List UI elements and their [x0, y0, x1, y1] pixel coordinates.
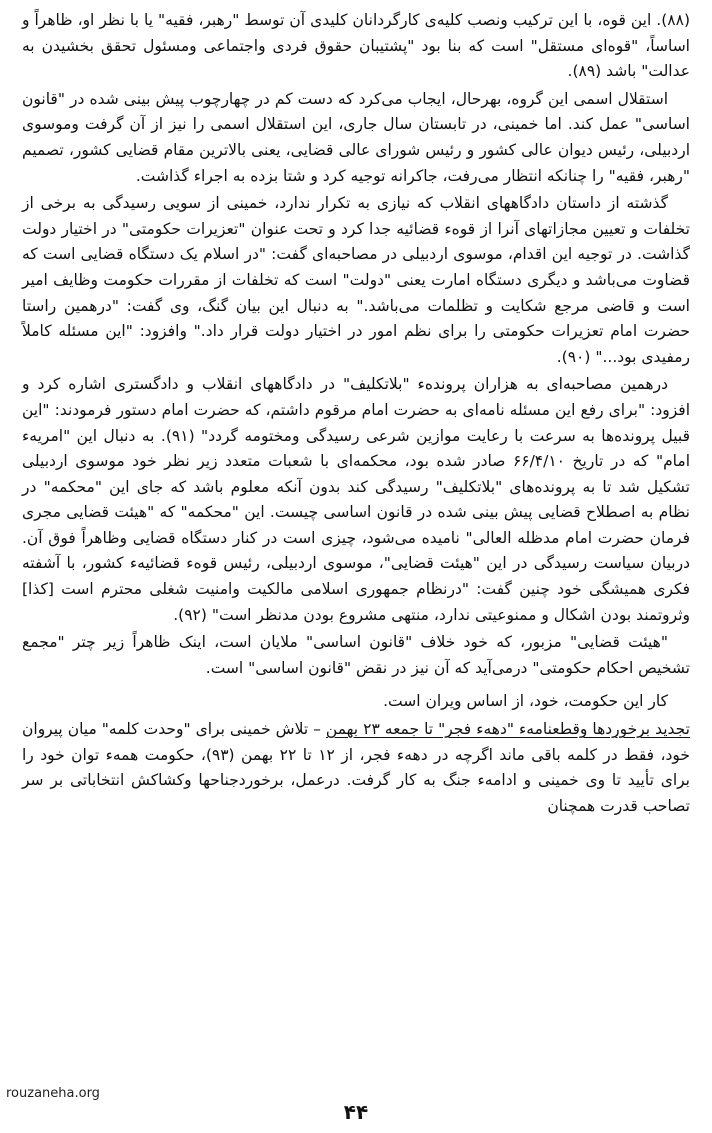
page-number: ۴۴ — [343, 1100, 369, 1124]
paragraph-2: استقلال اسمی این گروه، بهرحال، ایجاب می‌کرد که دست کم در چهارچوب پیش بینی شده در "قانون اساسی" عمل کند. اما خمینی، در تابستان سال جاری، این استقلال اسمی را نیز از آن گرفت وموسوی اردبیلی، رئیس دیوان عالی کشور و رئیس شورای عالی قضایی، یعنی بالاترین مقام قضایی کشور، تصمیم "رهبر، فقیه" را چنانکه انتظار می‌رفت، جاکرانه توجیه کرد و شتا بزده به اجراء گذاشت. — [22, 89, 690, 185]
website-watermark: rouzaneha.org — [6, 1086, 100, 1101]
section-subheading-rest: – تلاش خمینی برای "وحدت کلمه" میان پیروان خود، فقط در کلمه باقی ماند اگرچه در دهه‌ء فجر، از ۱۲ تا ۲۲ بهمن (۹۳)، حکومت همه‌ء توان خود را برای تأیید تا وی خمینی و ادامه‌ء جنگ به کار گرفت. درعمل، برخوردجناحها وکشاکش انتخاباتی بر سر تصاحب قدرت همچنان — [22, 720, 690, 815]
paragraph-5: "هیئت قضایی" مزبور، که خود خلاف "قانون اساسی" ملایان است، اینک ظاهراً زیر چتر "مجمع تشخیص احکام حکومتی" درمی‌آید که آن نیز در نقض "قانون اساسی" است. — [22, 633, 690, 677]
paragraph-3: گذشته از داستان دادگاههای انقلاب که نیازی به تکرار ندارد، خمینی از سویی رسیدگی به برخی از تخلفات و تعیین مجازاتهای آنرا از قوه‌ء قضائیه جدا کرد و تحت عنوان "تعزیرات حکومتی" در اختیار دولت گذاشت. در توجیه این اقدام، موسوی اردبیلی در مصاحبه‌ای گفت: "در اسلام یک دستگاه قضایی است که قضاوت می‌باشد و دیگری دستگاه امارت یعنی "دولت" است که تخلفات از مقررات حکومت وظایف امیر است و قاضی مرجع شکایت و تظلمات می‌باشد." به دنبال این بیان گنگ، وی گفت: "درهمین راستا حضرت امام تعزیرات حکومتی را برای نظم امور در اختیار دولت قرار داد." وافزود: "این مسئله کاملاً رمفیدی بود..." (۹۰). — [22, 194, 690, 366]
section-subheading: تجدید برخوردها وقطعنامه‌ء "دهه‌ء فجر" تا جمعه ۲۳ بهمن — [325, 720, 690, 739]
paragraph-6: کار این حکومت، خود، از اساس ویران است. — [383, 692, 668, 711]
paragraph-1: (۸۸). این قوه، با این ترکیب ونصب کلیه‌ی کارگردانان کلیدی آن توسط "رهبر، فقیه" یا با نظر او، ظاهراً و اساساً، "قوه‌ای مستقل" است که بنا بود "پشتیبان حقوق فردی واجتماعی ومسئول تحقق بخشیدن به عدالت" باشد (۸۹). — [22, 11, 690, 81]
section-paragraph — [22, 717, 690, 819]
paragraph-4: درهمین مصاحبه‌ای به هزاران پرونده‌ء "بلاتکلیف" در دادگاههای انقلاب و دادگستری اشاره کرد و افزود: "برای رفع این مسئله نامه‌ای به حضرت امام مرقوم داشتم، که حضرت امام دستور فرمودند: "این قبیل پرونده‌ها به سرعت با رعایت موازین شرعی رسیدگی ومختومه گردد" (۹۱). به دنبال این "امریه‌ء امام" که در تاریخ ۶۶/۴/۱۰ صادر شده بود، محکمه‌ای با شعبات متعدد زیر نظر خود موسوی اردبیلی تشکیل شد تا به پرونده‌های "بلاتکلیف" رسیدگی کند بدون آنکه معلوم باشد که جای این "محکمه" در نظام به اصطلاح قضایی پیش بینی شده در قانون اساسی چیست. این "محکمه" که "هیئت قضایی مجری فرمان حضرت امام مدظله العالی" نامیده می‌شود، چیزی است در کنار دستگاه قضایی وظاهراً فوق آن. دربیان سیاست رسیدگی در این "هیئت قضایی"، موسوی اردبیلی، رئیس قوه‌ء قضائیه‌ء کشور، با آشفته فکری همیشگی خود چنین گفت: "درنظام جمهوری اسلامی مالکیت وامنیت شغلی محترم است [کذا] وثروتمند بودن اشکال و ممنوعیتی ندارد، منتهی مشروع بودن مدنظر است" (۹۲). — [22, 375, 690, 624]
document-body — [22, 8, 690, 821]
